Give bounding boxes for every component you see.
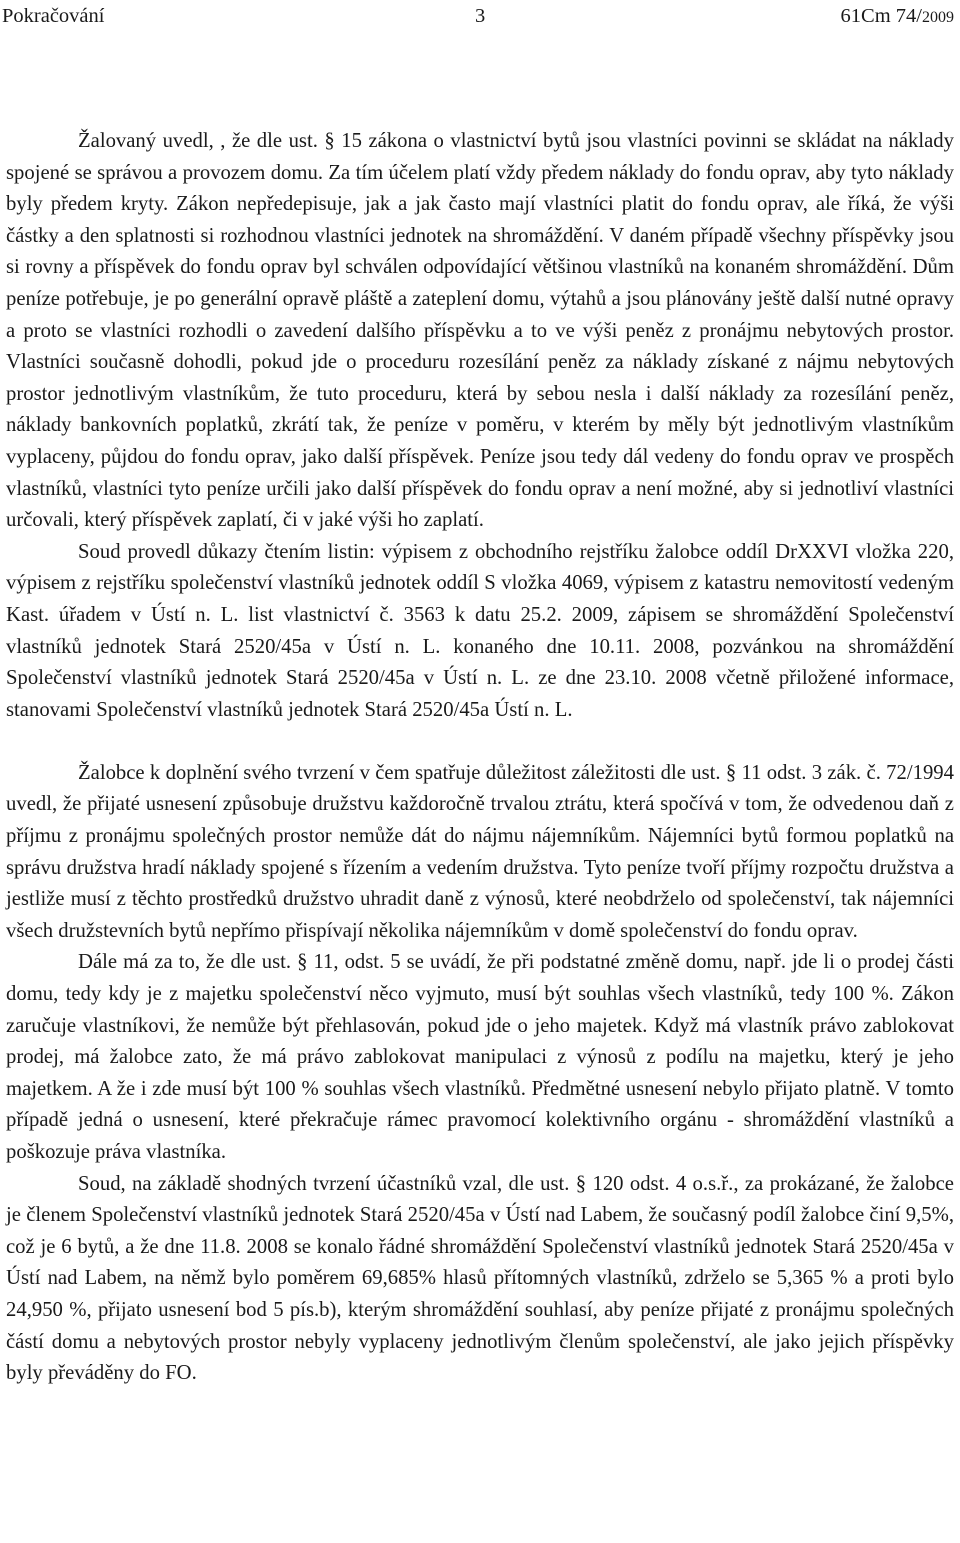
page-header: [2, 2, 954, 32]
header-case-year: 2009: [922, 9, 954, 26]
header-continuation-label: Pokračování: [2, 5, 105, 27]
paragraph-defendant-statement: Žalovaný uvedl, , že dle ust. § 15 zákona o vlastnictví bytů jsou vlastníci povinni se skládat na náklady spojené se správou a provozem domu. Za tím účelem platí vždy předem náklady do fondu oprav, aby tyto náklady byly předem kryty. Zákon nepředepisuje, jak a jak často mají vlastníci platit do fondu oprav, ale říká, že výši částky a den splatnosti si rozhodnou vlastníci jednotek na shromáždění. V daném případě všechny příspěvky jsou si rovny a příspěvek do fondu oprav byl schválen odpovídající většinou vlastníků na konaném shromáždění. Dům peníze potřebuje, je po generální opravě pláště a zateplení domu, výtahů a jsou plánovány ještě další nutné opravy a proto se vlastníci rozhodli o zavedení dalšího příspěvku a to ve výši peněz z pronájmu nebytových prostor. Vlastníci současně dohodli, pokud jde o proceduru rozesílání peněz za náklady získané z nájmu nebytových prostor jednotlivým vlastníkům, že tuto proceduru, která by sebou nesla i další náklady za rozesílání peněz, náklady bankovních poplatků, zkrátí tak, že peníze v poměru, v kterém by měly být jednotlivým vlastníkům vyplaceny, půjdou do fondu oprav, jako další příspěvek. Peníze jsou tedy dál vedeny do fondu oprav ve prospěch vlastníků, vlastníci tyto peníze určili jako další příspěvek do fondu oprav a není možné, aby si jednotliví vlastníci určovali, který příspěvek zaplatí, či v jaké výši ho zaplatí.: [6, 130, 954, 532]
paragraph-evidence: Soud provedl důkazy čtením listin: výpisem z obchodního rejstříku žalobce oddíl DrXXVI vložka 220, výpisem z rejstříku společenství vlastníků jednotek oddíl S vložka 4069, výpisem z katastru nemovitostí vedeným Kast. úřadem v Ústí n. L. list vlastnictví č. 3563 k datu 25.2. 2009, zápisem se shromáždění Společenství vlastníků jednotek Stará 2520/45a v Ústí n. L. konaného dne 10.11. 2008, pozvánkou na shromáždění Společenství vlastníků jednotek Stará 2520/45a v Ústí n. L. ze dne 23.10. 2008 včetně přiložené informace, stanovami Společenství vlastníků jednotek Stará 2520/45a Ústí n. L.: [6, 540, 954, 721]
header-case-number: [841, 2, 954, 32]
paragraph-plaintiff-further: Dále má za to, že dle ust. § 11, odst. 5 se uvádí, že při podstatné změně domu, např. jde li o prodej části domu, tedy kdy je z majetku společenství něco vyjmuto, musí být souhlas všech vlastníků, tedy 100 %. Zákon zaručuje vlastníkovi, že nemůže být přehlasován, pokud jde o jeho majetek. Když má vlastník právo zablokovat prodej, má žalobce zato, že má právo zablokovat manipulaci z výnosů z podílu na majetku, který je jeho majetkem. A že i zde musí být 100 % souhlas všech vlastníků. Předmětné usnesení nebylo přijato platně. V tomto případě jedná o usnesení, které překračuje rámec pravomocí kolektivního orgánu - shromáždění vlastníků a poškozuje práva vlastníka.: [6, 951, 954, 1163]
header-page-number: 3: [475, 5, 486, 27]
document-body: [6, 126, 954, 1390]
header-case-main: 61Cm 74/: [840, 5, 922, 27]
paragraph-plaintiff-supplement: Žalobce k doplnění svého tvrzení v čem spatřuje důležitost záležitosti dle ust. § 11 odst. 3 zák. č. 72/1994 uvedl, že přijaté usnesení způsobuje družstvu každoročně trvalou ztrátu, která spočívá v tom, že odvedenou daň z příjmu z pronájmu společných prostor nemůže dát do nájmu nájemníkům. Nájemníci bytů formou poplatků na správu družstva hradí náklady spojené s řízením a vedením družstva. Tyto peníze tvoří příjmy rozpočtu družstva a jestliže musí z těchto prostředků družstvo uhradit daně z výnosů, které neobdrželo od společenství, tak nájemníci všech družstevních bytů nepřímo přispívají několika nájemníkům v domě společenství do fondu oprav.: [6, 761, 954, 942]
paragraph-court-findings: Soud, na základě shodných tvrzení účastníků vzal, dle ust. § 120 odst. 4 o.s.ř., za prokázané, že žalobce je členem Společenství vlastníků jednotek Stará 2520/45a v Ústí nad Labem, že současný podíl žalobce činí 9,5%, což je 6 bytů, a že dne 11.8. 2008 se konalo řádné shromáždění Společenství vlastníků jednotek Stará 2520/45a v Ústí nad Labem, na němž bylo poměrem 69,685% hlasů přítomných vlastníků, zdrželo se 5,365 % a proti bylo 24,950 %, přijato usnesení bod 5 pís.b), kterým shromáždění souhlasí, aby peníze přijaté z pronájmu společných částí domu a nebytových prostor nebyly vyplaceny jednotlivým členům společenství, ale jako jejich příspěvky byly převáděny do FO.: [6, 1172, 954, 1385]
